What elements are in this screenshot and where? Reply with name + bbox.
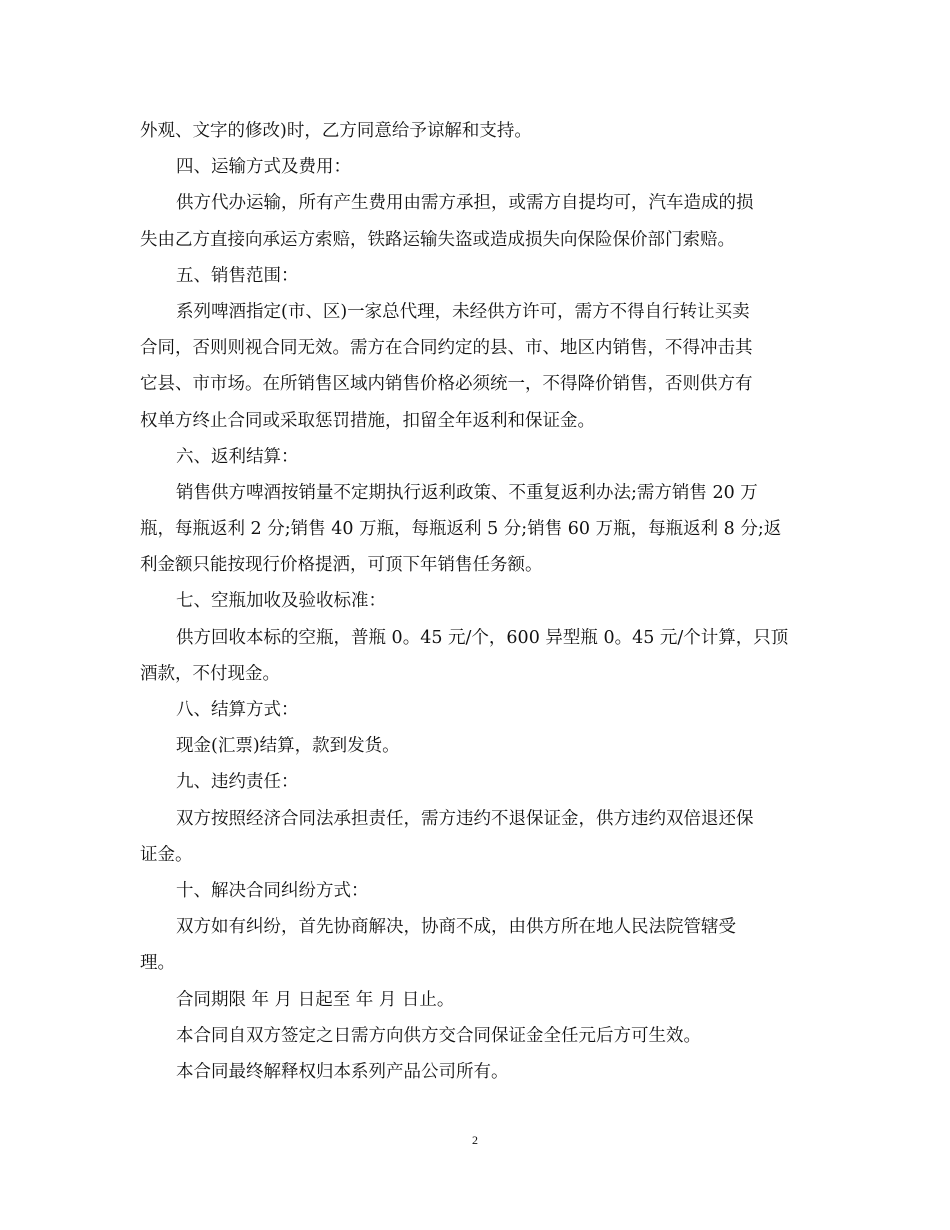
text-line: 本合同最终解释权归本系列产品公司所有。 [176, 1061, 509, 1082]
text-line: 失由乙方直接向承运方索赔，铁路运输失盗或造成损失向保险保价部门索赔。 [140, 229, 735, 250]
text-line: 十、解决合同纠纷方式： [176, 880, 369, 901]
text-line: 合同，否则则视合同无效。需方在合同约定的县、市、地区内销售，不得冲击其 [140, 338, 753, 359]
text-line: 酒款，不付现金。 [140, 663, 280, 684]
text-line: 外观、文字的修改)时，乙方同意给予谅解和支持。 [140, 121, 532, 141]
text-line: 理。 [140, 953, 175, 974]
text-line: 瓶，每瓶返利 2 分;销售 40 万瓶，每瓶返利 5 分;销售 60 万瓶，每瓶返利 8 分;返 [140, 519, 782, 540]
text-line: 双方按照经济合同法承担责任，需方违约不退保证金，供方违约双倍退还保 [176, 808, 754, 829]
text-line: 九、违约责任： [176, 772, 299, 793]
text-line: 供方代办运输，所有产生费用由需方承担，或需方自提均可，汽车造成的损 [176, 193, 754, 214]
text-line: 四、运输方式及费用： [176, 157, 351, 178]
text-line: 利金额只能按现行价格提洒，可顶下年销售任务额。 [140, 555, 543, 576]
text-line: 六、返利结算： [176, 446, 299, 467]
text-line: 本合同自双方签定之日需方向供方交合同保证金全任元后方可生效。 [176, 1025, 701, 1046]
document-body [140, 113, 815, 1090]
text-line: 五、销售范围： [176, 265, 299, 286]
page-number: 2 [472, 1133, 478, 1147]
text-line: 七、空瓶加收及验收标准： [176, 591, 386, 612]
text-line: 双方如有纠纷，首先协商解决，协商不成，由供方所在地人民法院管辖受 [176, 917, 736, 938]
text-line: 合同期限 年 月 日起至 年 月 日止。 [176, 989, 455, 1010]
text-line: 权单方终止合同或采取惩罚措施，扣留全年返利和保证金。 [140, 410, 595, 431]
text-line: 系列啤酒指定(市、区)一家总代理，未经供方许可，需方不得自行转让买卖 [176, 301, 750, 322]
text-line: 它县、市市场。在所销售区域内销售价格必须统一，不得降价销售，否则供方有 [140, 374, 753, 395]
text-line: 现金(汇票)结算，款到发货。 [176, 736, 400, 757]
text-line: 八、结算方式： [176, 700, 299, 720]
text-line: 销售供方啤酒按销量不定期执行返利政策、不重复返利办法;需方销售 20 万 [176, 482, 758, 503]
text-line: 供方回收本标的空瓶，普瓶 0。45 元/个，600 异型瓶 0。45 元/个计算，只顶 [176, 627, 789, 648]
text-line: 证金。 [140, 844, 193, 865]
